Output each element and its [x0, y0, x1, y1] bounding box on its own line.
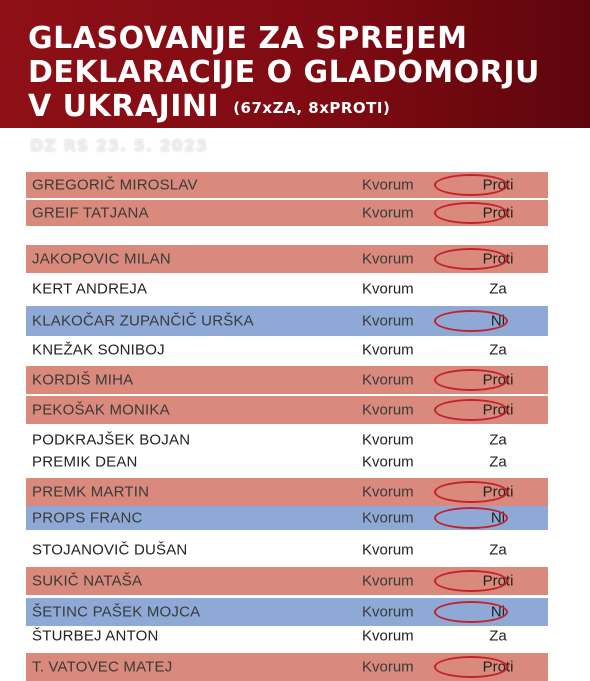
vote-highlight-circle — [434, 507, 508, 529]
vote-value: Proti — [482, 483, 514, 501]
member-name: T. VATOVEC MATEJ — [32, 658, 173, 676]
quorum-status: Kvorum — [362, 176, 414, 194]
member-name: ŠTURBEJ ANTON — [32, 627, 159, 645]
vote-highlight-circle — [434, 174, 508, 196]
session-date: DZ RS 23. 5. 2023 — [30, 136, 209, 155]
vote-value: Za — [489, 341, 507, 359]
quorum-status: Kvorum — [362, 280, 414, 298]
vote-value: Za — [489, 280, 507, 298]
table-row — [26, 337, 548, 363]
member-name: KORDIŠ MIHA — [32, 371, 134, 389]
table-row — [26, 200, 548, 226]
vote-value: Proti — [482, 658, 514, 676]
table-row — [26, 172, 548, 198]
table-row — [26, 306, 548, 336]
vote-highlight-circle — [434, 656, 508, 678]
quorum-status: Kvorum — [362, 341, 414, 359]
vote-value: Proti — [482, 176, 514, 194]
vote-highlight-circle — [434, 310, 508, 332]
member-name: GREGORIČ MIROSLAV — [32, 176, 198, 194]
title-line-3 — [28, 90, 540, 125]
table-row — [26, 567, 548, 595]
quorum-status: Kvorum — [362, 658, 414, 676]
vote-value: Proti — [482, 371, 514, 389]
table-row — [26, 396, 548, 424]
member-name: PODKRAJŠEK BOJAN — [32, 431, 191, 449]
vote-value: Ni — [490, 312, 506, 330]
member-name: STOJANOVIČ DUŠAN — [32, 541, 188, 559]
member-name: SUKIČ NATAŠA — [32, 572, 143, 590]
member-name: KERT ANDREJA — [32, 280, 148, 298]
member-name: KNEŽAK SONIBOJ — [32, 341, 165, 359]
quorum-status: Kvorum — [362, 483, 414, 501]
title-banner — [0, 0, 590, 128]
vote-summary: (67xZA, 8xPROTI) — [233, 99, 391, 117]
table-row — [26, 478, 548, 506]
table-row — [26, 245, 548, 273]
table-row — [26, 451, 548, 473]
member-name: PREMIK DEAN — [32, 453, 138, 471]
table-row — [26, 276, 548, 302]
table-row — [26, 598, 548, 626]
vote-value: Proti — [482, 401, 514, 419]
title-line-1: GLASOVANJE ZA SPREJEM — [28, 21, 468, 56]
quorum-status: Kvorum — [362, 453, 414, 471]
quorum-status: Kvorum — [362, 541, 414, 559]
title-line-3-text: V UKRAJINI — [28, 89, 220, 124]
table-row — [26, 653, 548, 681]
quorum-status: Kvorum — [362, 572, 414, 590]
vote-value: Za — [489, 431, 507, 449]
title-line-2: DEKLARACIJE O GLADOMORJU — [28, 55, 540, 90]
table-row — [26, 366, 548, 394]
vote-highlight-circle — [434, 202, 508, 224]
vote-value: Ni — [490, 603, 506, 621]
vote-value: Za — [489, 541, 507, 559]
member-name: GREIF TATJANA — [32, 204, 149, 222]
quorum-status: Kvorum — [362, 509, 414, 527]
vote-highlight-circle — [434, 481, 508, 503]
member-name: ŠETINC PAŠEK MOJCA — [32, 603, 201, 621]
vote-value: Za — [489, 627, 507, 645]
vote-highlight-circle — [434, 399, 508, 421]
vote-value: Proti — [482, 572, 514, 590]
member-name: PROPS FRANC — [32, 509, 143, 527]
vote-value: Za — [489, 453, 507, 471]
table-row — [26, 506, 548, 530]
quorum-status: Kvorum — [362, 312, 414, 330]
page-title — [28, 22, 540, 125]
vote-highlight-circle — [434, 248, 508, 270]
vote-value: Proti — [482, 250, 514, 268]
member-name: JAKOPOVIC MILAN — [32, 250, 171, 268]
vote-value: Proti — [482, 204, 514, 222]
table-row — [26, 537, 548, 563]
member-name: PEKOŠAK MONIKA — [32, 401, 170, 419]
quorum-status: Kvorum — [362, 603, 414, 621]
quorum-status: Kvorum — [362, 204, 414, 222]
quorum-status: Kvorum — [362, 401, 414, 419]
member-name: KLAKOČAR ZUPANČIČ URŠKA — [32, 312, 254, 330]
quorum-status: Kvorum — [362, 371, 414, 389]
vote-highlight-circle — [434, 601, 508, 623]
vote-highlight-circle — [434, 369, 508, 391]
member-name: PREMK MARTIN — [32, 483, 150, 501]
quorum-status: Kvorum — [362, 627, 414, 645]
table-row — [26, 428, 548, 452]
quorum-status: Kvorum — [362, 250, 414, 268]
vote-highlight-circle — [434, 570, 508, 592]
vote-value: Ni — [490, 509, 506, 527]
table-row — [26, 624, 548, 648]
quorum-status: Kvorum — [362, 431, 414, 449]
